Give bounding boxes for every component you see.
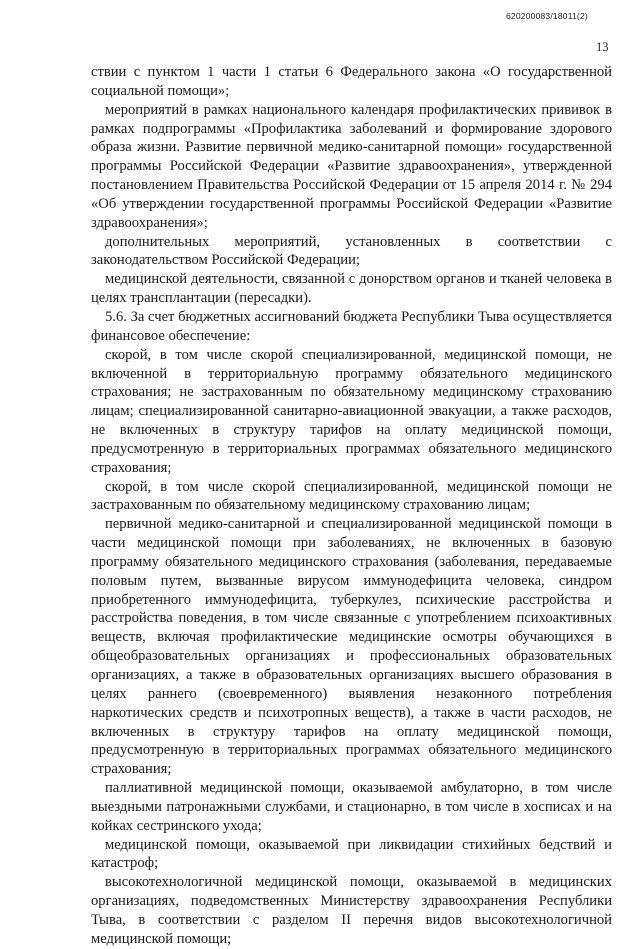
paragraph: ствии с пунктом 1 части 1 статьи 6 Федерального закона «О государственной социальной помощи»;: [91, 64, 612, 99]
document-body: [91, 63, 612, 949]
paragraph: паллиативной медицинской помощи, оказываемой амбулаторно, в том числе выездными патронажными службами, и стационарно, в том числе в хосписах и на койках сестринского ухода;: [91, 780, 612, 834]
paragraph: мероприятий в рамках национального календаря профилактических прививок в рамках подпрограммы «Профилактика заболеваний и формирование здорового образа жизни. Развитие первичной медико-санитарной помощи» государственной программы Российской Федерации «Развитие здравоохранения», утвержденной постановлением Правительства Российской Федерации от 15 апреля 2014 г. № 294 «Об утверждении государственной программы Российской Федерации «Развитие здравоохранения»;: [91, 101, 612, 231]
paragraph: дополнительных мероприятий, установленных в соответствии с законодательством Российской Федерации;: [91, 233, 612, 269]
document-code: 620200083/18011(2): [506, 11, 588, 21]
paragraph: 5.6. За счет бюджетных ассигнований бюджета Республики Тыва осуществляется финансовое обеспечение:: [91, 308, 612, 344]
paragraph: скорой, в том числе скорой специализированной, медицинской помощи не застрахованным по обязательному медицинскому страхованию лицам;: [91, 478, 612, 514]
paragraph: скорой, в том числе скорой специализированной, медицинской помощи, не включенной в территориальную программу обязательного медицинского страхования; не застрахованным по обязательному медицинскому страхованию лицам; специализированной санитарно-авиационной эвакуации, а также расходов, не включенных в структуру тарифов на оплату медицинской помощи, предусмотренную в территориальных программах обязательного медицинского страхования;: [91, 346, 612, 476]
paragraph: первичной медико-санитарной и специализированной медицинской помощи в части медицинской помощи при заболеваниях, не включенных в базовую программу обязательного медицинского страхования (заболевания, передаваемые половым путем, вызванные вирусом иммунодефицита человека, синдром приобретенного иммунодефицита, туберкулез, психические расстройства и расстройства поведения, в том числе связанные с употреблением психоактивных веществ, включая профилактические медицинские осмотры обучающихся в общеобразовательных организациях и профессиональных образовательных организациях, а также в образовательных организациях высшего образования в целях раннего (своевременного) выявления незаконного потребления наркотических средств и психотропных веществ), а также в части расходов, не включенных в структуру тарифов на оплату медицинской помощи, предусмотренную в территориальных программах обязательного медицинского страхования;: [91, 516, 612, 778]
paragraph: высокотехнологичной медицинской помощи, оказываемой в медицинских организациях, подведомственных Министерству здравоохранения Республики Тыва, в соответствии с разделом II перечня видов высокотехнологичной медицинской помощи;: [91, 874, 612, 947]
paragraph: медицинской деятельности, связанной с донорством органов и тканей человека в целях трансплантации (пересадки).: [91, 271, 612, 307]
paragraph: медицинской помощи, оказываемой при ликвидации стихийных бедствий и катастроф;: [91, 836, 612, 872]
page-number: 13: [596, 40, 609, 54]
